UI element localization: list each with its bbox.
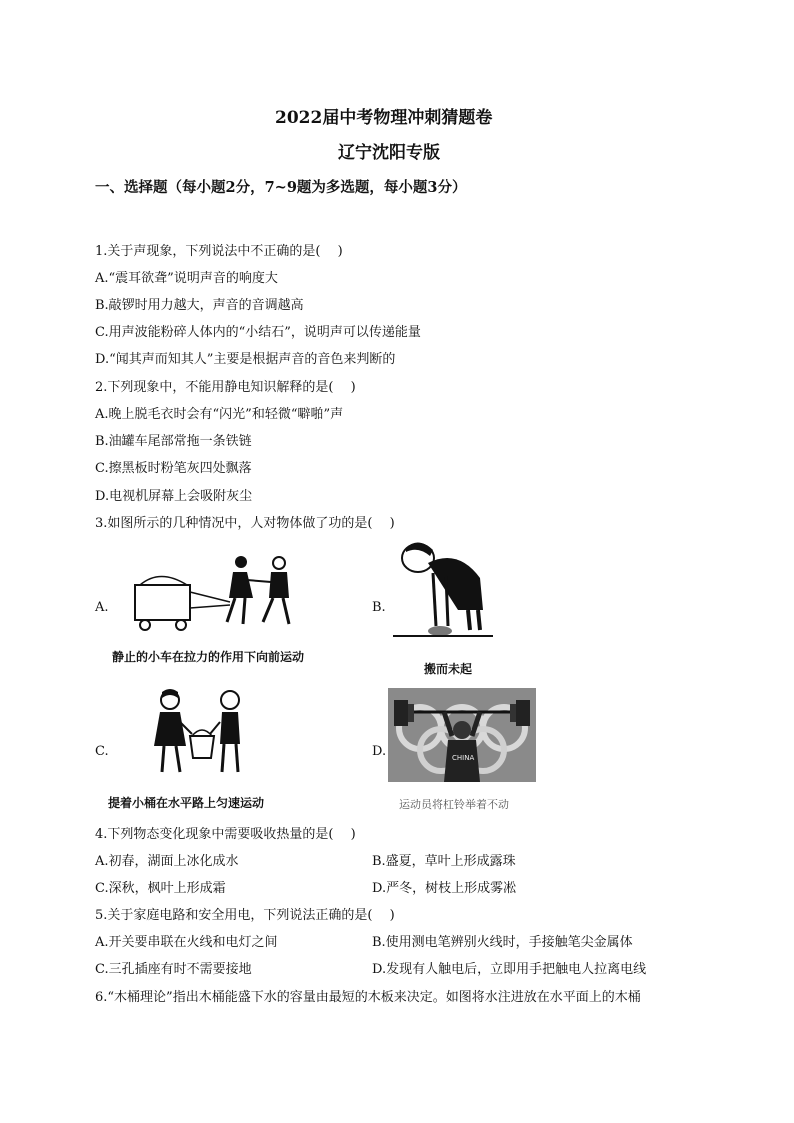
question-5-option-d: D.发现有人触电后，立即用手把触电人拉离电线 [372,962,647,977]
question-4-option-c: C.深秋，枫叶上形成霜 [95,881,226,896]
question-5-stem: 5.关于家庭电路和安全用电，下列说法正确的是( ) [95,908,395,923]
question-4-stem: 4.下列物态变化现象中需要吸收热量的是( ) [95,827,356,842]
figure-d-letter: D. [372,744,387,759]
question-1-stem: 1.关于声现象，下列说法中不正确的是( ) [95,244,343,259]
question-4-option-b: B.盛夏，草叶上形成露珠 [372,854,516,869]
question-2-option-d: D.电视机屏幕上会吸附灰尘 [95,489,253,504]
question-1-option-a: A.“震耳欲聋”说明声音的响度大 [95,271,278,286]
figure-b-person-lifting-illustration [388,538,493,643]
question-3-stem: 3.如图所示的几种情况中，人对物体做了功的是( ) [95,516,395,531]
question-5-option-a: A.开关要串联在火线和电灯之间 [95,935,278,950]
figure-b-letter: B. [372,600,386,615]
figure-c-bucket-carrying-illustration [148,686,253,786]
figure-b-caption: 搬而未起 [424,662,473,676]
question-4-option-d: D.严冬，树枝上形成雾凇 [372,881,517,896]
figure-d-weightlifter-photo [388,688,536,782]
question-2-stem: 2.下列现象中，不能用静电知识解释的是( ) [95,380,356,395]
question-1-option-d: D.“闻其声而知其人”主要是根据声音的音色来判断的 [95,352,396,367]
question-6-stem: 6.“木桶理论”指出木桶能盛下水的容量由最短的木板来决定。如图将水注进放在水平面上的木桶 [95,990,641,1005]
figure-c-letter: C. [95,744,109,759]
question-4-option-a: A.初春，湖面上冰化成水 [95,854,239,869]
figure-a-caption: 静止的小车在拉力的作用下向前运动 [112,650,305,664]
jersey-text: CHINA [452,754,475,762]
question-2-option-a: A.晚上脱毛衣时会有“闪光”和轻微“噼啪”声 [95,407,344,422]
section-heading: 一、选择题（每小题2分，7~9题为多选题，每小题3分） [95,179,467,196]
question-2-option-c: C.擦黑板时粉笔灰四处飘落 [95,461,252,476]
paper-title: 2022届中考物理冲刺猜题卷 [275,108,493,128]
figure-a-letter: A. [95,600,109,615]
figure-a-cart-illustration [125,550,300,640]
question-1-option-b: B.敲锣时用力越大，声音的音调越高 [95,298,304,313]
question-5-option-b: B.使用测电笔辨别火线时，手接触笔尖金属体 [372,935,633,950]
figure-c-caption: 提着小桶在水平路上匀速运动 [108,796,265,810]
figure-d-caption: 运动员将杠铃举着不动 [399,798,509,811]
question-5-option-c: C.三孔插座有时不需要接地 [95,962,252,977]
question-1-option-c: C.用声波能粉碎人体内的“小结石”，说明声可以传递能量 [95,325,421,340]
paper-subtitle: 辽宁沈阳专版 [338,143,440,163]
question-2-option-b: B.油罐车尾部常拖一条铁链 [95,434,252,449]
